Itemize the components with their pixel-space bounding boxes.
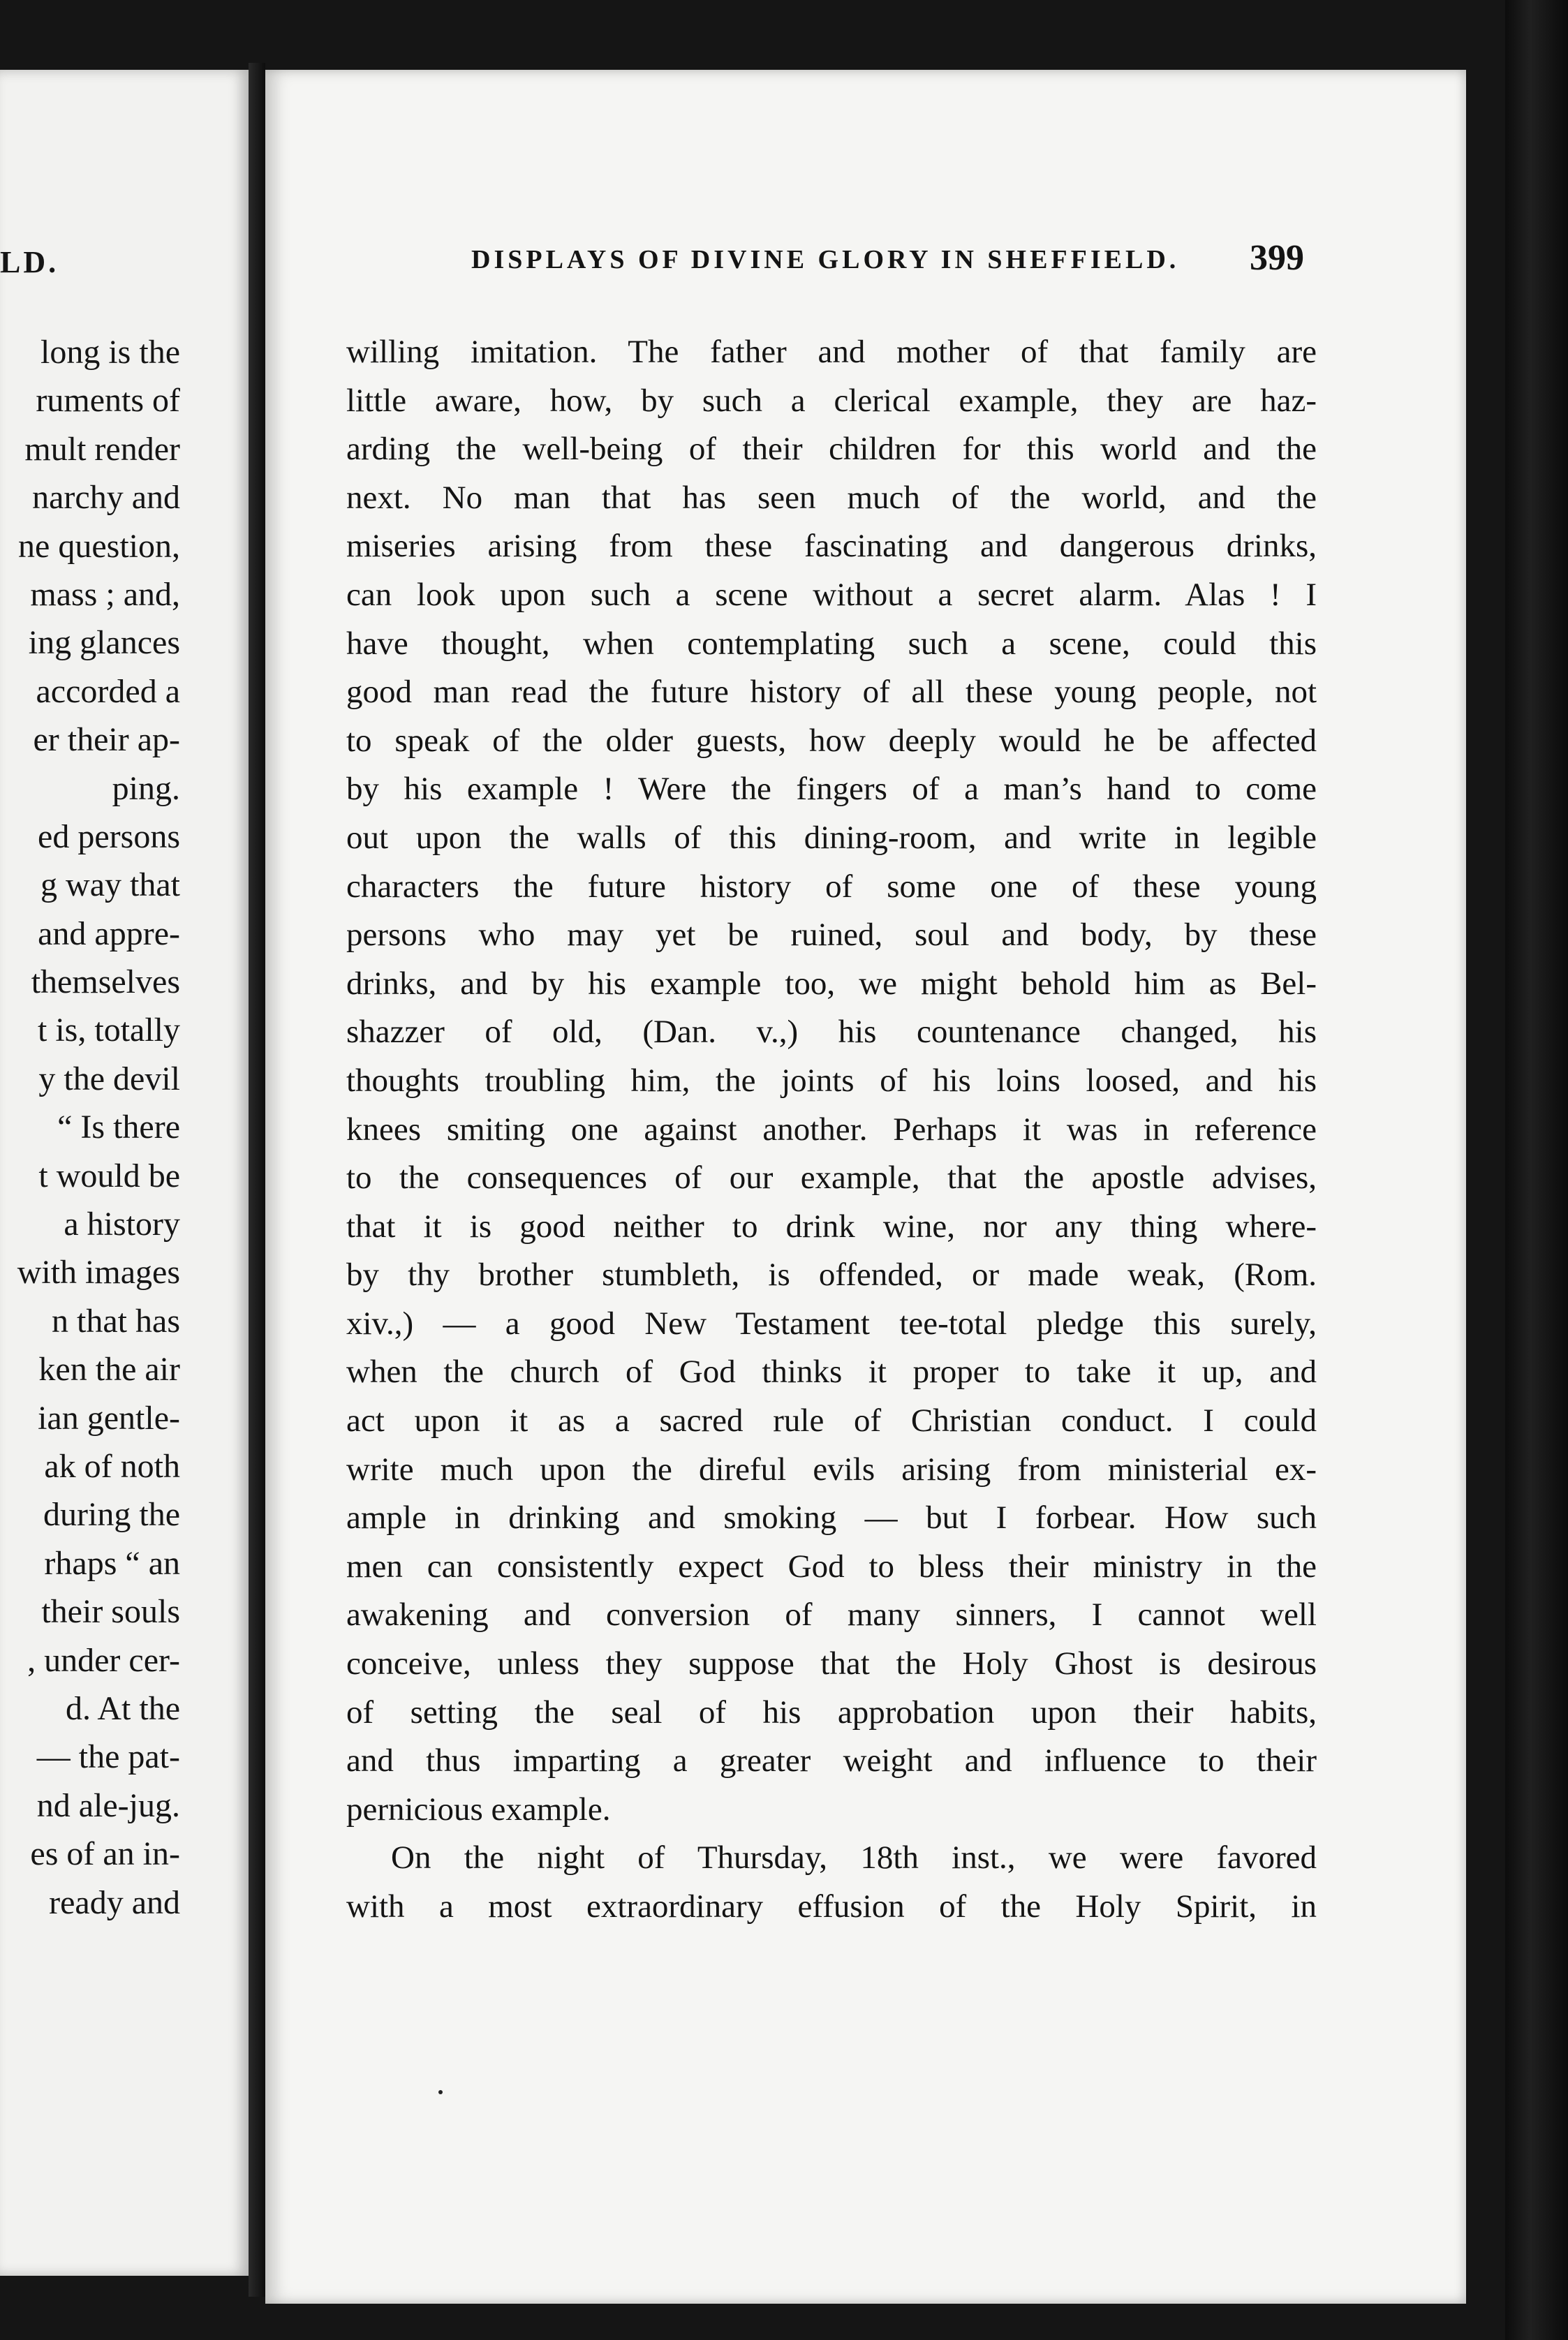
left-text-line: and appre- (38, 914, 180, 952)
text-line: drinks, and by his example too, we might behold him as Bel- (346, 965, 1317, 1002)
left-text-line: t is, totally (38, 1012, 180, 1049)
left-text-line: ping. (112, 769, 180, 807)
left-text-line: es of an in- (30, 1835, 180, 1873)
left-text-line: mass ; and, (30, 575, 180, 613)
text-line: shazzer of old, (Dan. v.,) his countenance changed, his (346, 1014, 1317, 1051)
left-text-line: long is the (40, 334, 180, 371)
left-text-line: with images (17, 1254, 180, 1291)
left-text-line: mult render (24, 430, 180, 468)
ink-speck (438, 2090, 443, 2094)
left-text-line: ian gentle- (38, 1399, 180, 1437)
left-text-line: ak of noth (44, 1447, 180, 1485)
left-text-line: ruments of (36, 382, 180, 420)
left-text-line: during the (43, 1496, 180, 1534)
left-text-line: their souls (41, 1593, 180, 1631)
left-text-line: a history (64, 1206, 180, 1243)
text-line: and thus imparting a greater weight and influence to their (346, 1742, 1317, 1779)
text-line: that it is good neither to drink wine, nor any thing where- (346, 1208, 1317, 1245)
text-line: good man read the future history of all these young people, not (346, 674, 1317, 711)
text-line: little aware, how, by such a clerical example, they are haz- (346, 382, 1317, 419)
left-running-head: LD. (0, 245, 59, 279)
text-line: miseries arising from these fascinating and dangerous drinks, (346, 528, 1317, 565)
left-text-line: “ Is there (57, 1109, 180, 1146)
left-text-line: rhaps “ an (44, 1544, 180, 1582)
book-binding-edge (1505, 0, 1568, 2340)
text-line: write much upon the direful evils arising from ministerial ex- (346, 1451, 1317, 1488)
text-line: of setting the seal of his approbation upon their habits, (346, 1694, 1317, 1731)
text-line: act upon it as a sacred rule of Christian conduct. I could (346, 1402, 1317, 1439)
left-text-line: nd ale-jug. (36, 1786, 180, 1824)
book-gutter (249, 63, 265, 2297)
text-line-paragraph-start: On the night of Thursday, 18th inst., we were favored (391, 1839, 1317, 1876)
left-facing-page (0, 70, 249, 2276)
text-line: arding the well-being of their children for this world and the (346, 431, 1317, 468)
left-text-line: , under cer- (27, 1641, 180, 1679)
text-line: persons who may yet be ruined, soul and body, by these (346, 917, 1317, 954)
left-text-line: themselves (31, 963, 180, 1001)
left-text-line: t would be (38, 1157, 180, 1194)
left-text-line: n that has (52, 1302, 180, 1340)
left-text-line: narchy and (32, 479, 180, 517)
text-line: to the consequences of our example, that the apostle advises, (346, 1160, 1317, 1197)
text-line: awakening and conversion of many sinners, I cannot well (346, 1597, 1317, 1634)
text-line: to speak of the older guests, how deeply would he be affected (346, 722, 1317, 759)
text-line: can look upon such a scene without a secret alarm. Alas ! I (346, 576, 1317, 613)
text-line: ample in drinking and smoking — but I forbear. How such (346, 1499, 1317, 1536)
text-line: characters the future history of some one of these young (346, 868, 1317, 905)
text-line: by his example ! Were the fingers of a man’s hand to come (346, 771, 1317, 808)
running-head: DISPLAYS OF DIVINE GLORY IN SHEFFIELD. (471, 245, 1180, 274)
text-line: have thought, when contemplating such a scene, could this (346, 625, 1317, 662)
page-number: 399 (1250, 238, 1304, 278)
right-page (265, 70, 1466, 2304)
left-text-line: er their ap- (33, 721, 180, 759)
left-text-line: ready and (49, 1883, 180, 1921)
text-line: willing imitation. The father and mother of that family are (346, 334, 1317, 370)
left-page-text (0, 328, 180, 1927)
text-line: conceive, unless they suppose that the Holy Ghost is desirous (346, 1645, 1317, 1682)
left-text-line: — the pat- (36, 1738, 180, 1776)
left-text-line: accorded a (36, 672, 180, 710)
left-text-line: g way that (40, 866, 180, 904)
left-text-line: ne question, (18, 527, 180, 565)
text-line: knees smiting one against another. Perhaps it was in reference (346, 1111, 1317, 1148)
left-text-line: ken the air (38, 1351, 180, 1389)
text-line: when the church of God thinks it proper to take it up, and (346, 1354, 1317, 1391)
text-line: out upon the walls of this dining-room, and write in legible (346, 819, 1317, 856)
text-line: men can consistently expect God to bless their ministry in the (346, 1548, 1317, 1585)
text-line: by thy brother stumbleth, is offended, or made weak, (Rom. (346, 1257, 1317, 1294)
left-text-line: ed persons (38, 817, 180, 855)
text-line: next. No man that has seen much of the world, and the (346, 479, 1317, 516)
text-line: with a most extraordinary effusion of the Holy Spirit, in (346, 1888, 1317, 1925)
left-text-line: ing glances (28, 624, 180, 662)
left-text-line: d. At the (66, 1689, 180, 1727)
text-line-paragraph-end: pernicious example. (346, 1791, 611, 1828)
left-text-line: y the devil (38, 1060, 180, 1097)
body-text (346, 328, 1317, 1932)
text-line: xiv.,) — a good New Testament tee-total pledge this surely, (346, 1305, 1317, 1342)
text-line: thoughts troubling him, the joints of his loins loosed, and his (346, 1062, 1317, 1099)
